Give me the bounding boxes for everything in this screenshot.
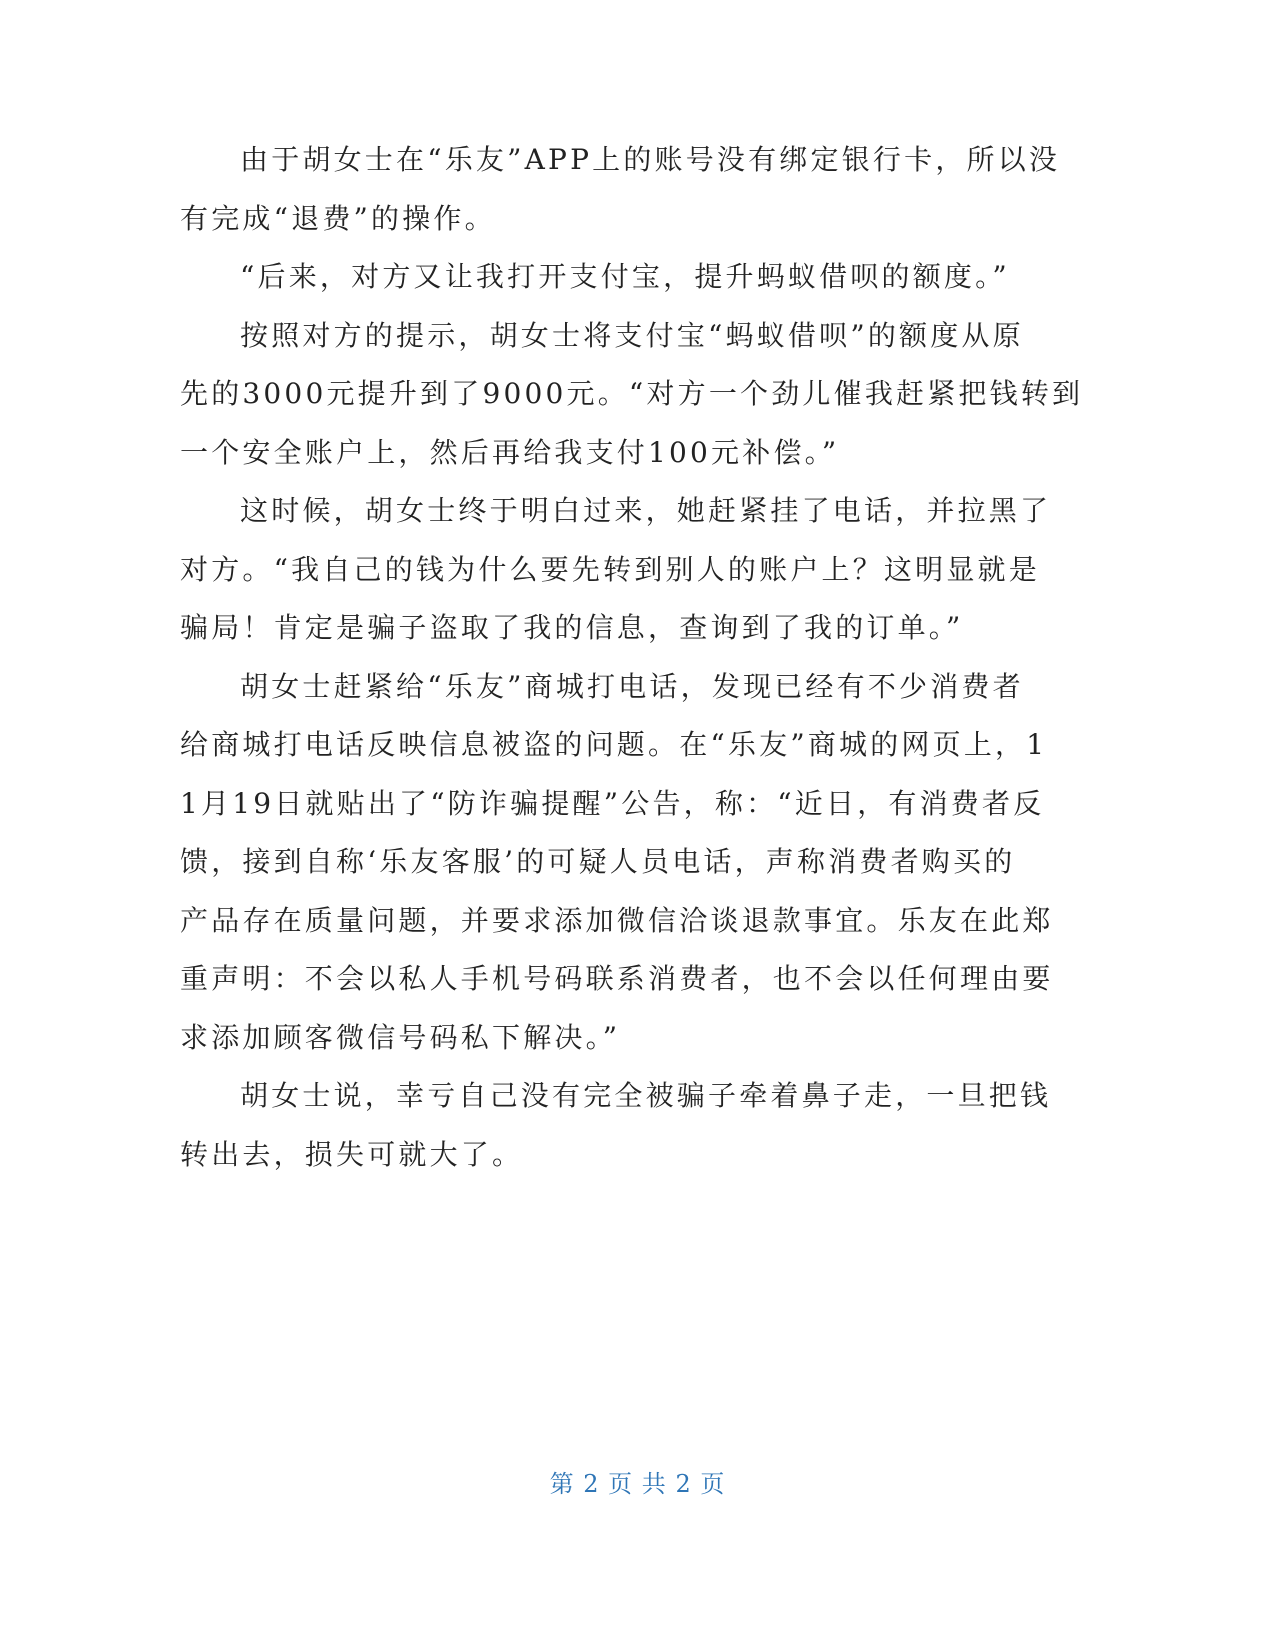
paragraph-line: 有完成“退费”的操作。 <box>180 201 496 235</box>
paragraph <box>180 482 1052 658</box>
paragraph <box>180 248 1040 307</box>
paragraph-line: 求添加顾客微信号码私下解决。” <box>180 1020 621 1054</box>
paragraph-line: 胡女士赶紧给“乐友”商城打电话，发现已经有不少消费者 <box>240 669 1024 703</box>
paragraph-line: 胡女士说，幸亏自己没有完全被骗子牵着鼻子走，一旦把钱 <box>240 1079 1052 1112</box>
paragraph-line: 转出去，损失可就大了。 <box>180 1137 524 1171</box>
paragraph-line: 1月19日就贴出了“防诈骗提醒”公告，称：“近日，有消费者反 <box>180 786 1045 820</box>
paragraph-line: 先的3000元提升到了9000元。“对方一个劲儿催我赶紧把钱转到 <box>180 377 1084 410</box>
paragraph-line: 馈，接到自称‘乐友客服’的可疑人员电话，声称消费者购买的 <box>180 845 1016 878</box>
paragraph <box>180 658 1054 1068</box>
paragraph <box>180 1067 1052 1184</box>
paragraph-line: 一个安全账户上，然后再给我支付100元补偿。” <box>180 435 840 469</box>
paragraph-line: 重声明：不会以私人手机号码联系消费者，也不会以任何理由要 <box>180 962 1054 995</box>
page-number-label: 第 2 页 共 2 页 <box>549 1470 726 1498</box>
paragraph-line: 给商城打电话反映信息被盗的问题。在“乐友”商城的网页上，1 <box>180 728 1048 761</box>
paragraph-line: 这时候，胡女士终于明白过来，她赶紧挂了电话，并拉黑了 <box>240 494 1052 527</box>
paragraph-line: 骗局！肯定是骗子盗取了我的信息，查询到了我的订单。” <box>180 611 964 644</box>
paragraph <box>180 131 1061 248</box>
document-body <box>180 131 1084 1184</box>
page-footer <box>0 1464 1275 1499</box>
paragraph <box>180 307 1084 483</box>
paragraph-line: 由于胡女士在“乐友”APP上的账号没有绑定银行卡，所以没 <box>240 143 1061 176</box>
paragraph-line: 产品存在质量问题，并要求添加微信洽谈退款事宜。乐友在此郑 <box>180 903 1054 937</box>
paragraph-line: 按照对方的提示，胡女士将支付宝“蚂蚁借呗”的额度从原 <box>240 318 1024 352</box>
paragraph-line: “后来，对方又让我打开支付宝，提升蚂蚁借呗的额度。” <box>240 260 1010 293</box>
paragraph-line: 对方。“我自己的钱为什么要先转到别人的账户上？这明显就是 <box>180 552 1040 586</box>
